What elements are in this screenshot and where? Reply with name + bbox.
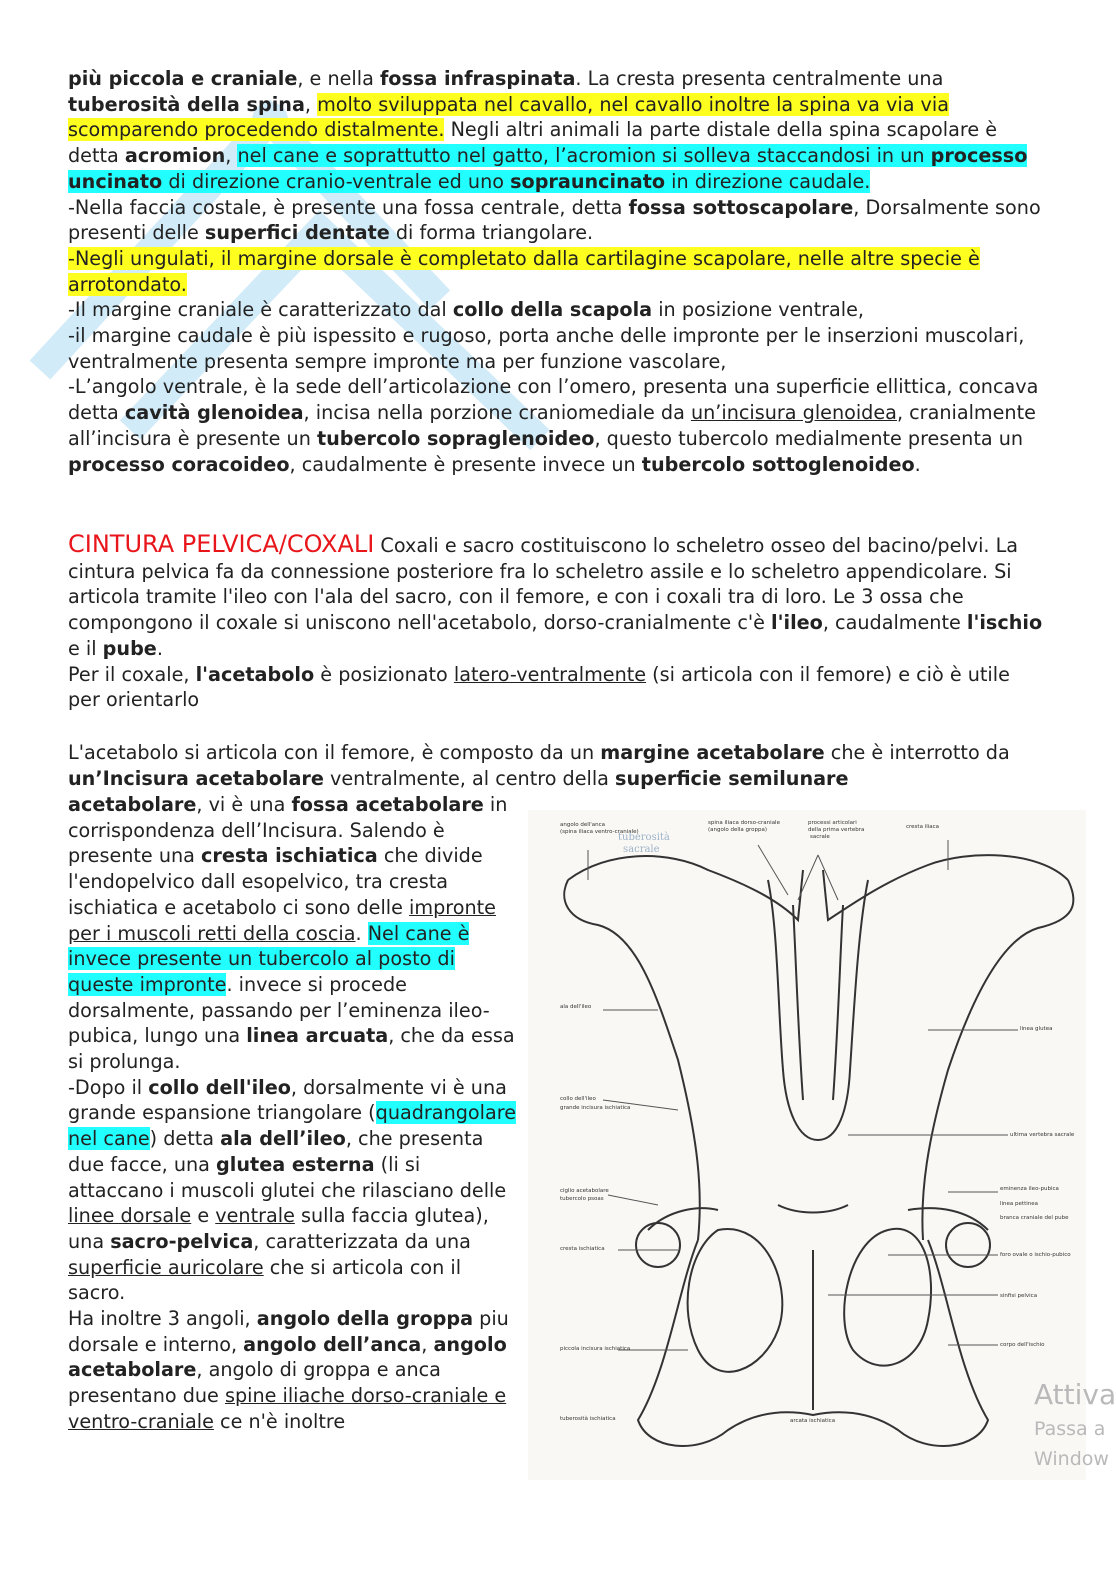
highlight-yellow: molto sviluppata nel cavallo, nel cavallo inoltre la spina va via via scomparendo procedendo distalmente. [68,92,950,142]
label-ultima-vertebra: ultima vertebra sacrale [1010,1132,1075,1138]
label-spina-ventro: (spina iliaca ventro-craniale) [560,829,639,835]
paragraph-collo-ileo [68,1075,518,1306]
text: . invece si procede dorsalmente, passando per l’eminenza ileo-pubica, lungo una [68,972,490,1048]
note-sacrale: sacrale [623,844,660,855]
pelvis-illustration [528,810,1086,1480]
text: L'acetabolo si articola con il femore, è composto da un [68,741,601,764]
label-sacrale: sacrale [810,834,830,840]
text: di forma triangolare. [389,221,594,245]
label-linea-pettinea: linea pettinea [1000,1201,1039,1207]
term: collo della scapola [452,298,653,322]
underlined-term: latero-ventralmente [453,662,647,686]
term: un’Incisura acetabolare [68,766,324,790]
text: piu dorsale e interno, [68,1307,509,1356]
term: l'acetabolo [195,662,315,686]
text: -Dopo il [68,1075,149,1099]
term: pube [102,636,157,660]
text: , [304,92,318,116]
label-processi: processi articolari [808,820,857,826]
text: , vi è una [196,793,292,816]
text: ) detta [149,1127,221,1151]
text: -Il margine craniale è caratterizzato dal [68,298,453,322]
label-eminenza: eminenza ileo-pubica [1000,1186,1059,1192]
pelvic-section [68,532,1043,713]
highlight-cyan: in direzione caudale. [665,169,871,193]
section-heading: CINTURA PELVICA/COXALI [68,530,375,558]
underlined-term: impronte per i muscoli retti della coscia [68,895,496,945]
left-column-text [68,792,518,1435]
label-corpo-ischio: corpo dell'ischio [1000,1342,1045,1348]
text: , caratterizzata da una [253,1229,471,1253]
paragraph-spina [68,66,1043,195]
term: superfici dentate [204,221,390,245]
label-tubercolo: tubercolo psoas [560,1196,604,1202]
term: più piccola e craniale [68,67,298,90]
text: -il margine caudale è più ispessito e rugoso, porta anche delle impronte per le inserzioni muscolari, ventralmente presenta sempre impronte ma per funzione vascolare, [68,324,1025,373]
acetabolo-intro [68,740,1043,791]
underlined-term: superficie auricolare [68,1255,264,1279]
highlight-cyan: Nel cane è invece presente un tubercolo al posto di queste impronte [68,921,470,996]
activate-subtitle-2: Window [1034,1448,1109,1470]
label-piccola-incisura: piccola incisura ischiatica [560,1346,631,1352]
highlight-cyan: nel cane e soprattutto nel gatto, l’acromion si solleva staccandosi in un [237,144,931,168]
term: linea arcuata [246,1024,389,1048]
pelvis-drawing [528,810,1086,1480]
highlight-cyan: quadrangolare nel cane [68,1101,517,1151]
text: , che presenta due facce, una [68,1127,484,1176]
text: , dorsalmente vi è una grande espansione triangolare ( [68,1075,507,1125]
term: acetabolare [68,793,197,816]
term: acromion [124,144,226,168]
label-collo-ileo: collo dell'ileo [560,1096,596,1102]
term: tuberosità della spina [68,92,305,116]
text: , e nella [297,67,380,90]
text: ventralmente, al centro della [323,766,616,790]
text: (si articola con il femore) e ciò è utile per orientarlo [68,662,1010,712]
label-linea-glutea: linea glutea [1020,1026,1053,1032]
text: , che da essa si prolunga. [68,1024,515,1074]
term: cavità glenoidea [124,401,304,425]
term: sacro-pelvica [110,1229,254,1253]
text: ce n'è inoltre [213,1409,346,1433]
term: fossa sottoscapolare [628,195,854,219]
text: è posizionato [314,662,454,686]
term: l'ileo [771,611,823,635]
term: angolo dell’anca [243,1332,422,1356]
term: tubercolo sopraglenoideo [316,426,595,450]
term: superficie semilunare [615,766,849,790]
paragraph-ungulati [68,246,1043,297]
label-ciglio: ciglio acetabolare [560,1188,609,1194]
text: in corrispondenza dell’Incisura. Salendo è presente una [68,793,508,868]
highlight-cyan-term: processo uncinato [68,144,1028,193]
term: collo dell'ileo [148,1075,291,1099]
term: l'ischio [966,611,1043,635]
paragraph-acetabolo-orientamento [68,662,1043,713]
text: - [68,246,75,270]
text: che è interrotto da [824,741,1010,764]
windows-activation-watermark [1034,1376,1116,1474]
text: . [914,452,921,476]
text: e [191,1204,216,1228]
underlined-term: un’incisura glenoidea [690,401,897,425]
scapula-section [68,66,1043,477]
term: glutea esterna [216,1152,375,1176]
text: , angolo di groppa e anca presentano due [68,1358,441,1408]
underlined-term: spine iliache dorso-craniale e ventro-craniale [68,1384,507,1433]
label-cresta-iliaca: cresta iliaca [906,824,940,830]
highlight-cyan-term: soprauncinato [510,169,666,193]
underlined-term: linee dorsale [68,1204,192,1228]
paragraph-angolo-ventrale [68,374,1043,477]
text: , incisa nella porzione craniomediale da [303,401,691,425]
underlined-term: ventrale [215,1204,295,1228]
label-grande-incisura: grande incisura ischiatica [560,1105,631,1111]
text: , caudalmente [822,611,967,635]
term: ala dell’ileo [220,1127,346,1151]
highlight-cyan: di direzione cranio-ventrale ed uno [162,169,511,193]
label-branca: branca craniale del pube [1000,1215,1069,1221]
text: , caudalmente è presente invece un [289,452,642,476]
label-cresta-ischiatica: cresta ischiatica [560,1246,605,1252]
text: Per il coxale, [68,662,196,686]
text: , questo tubercolo medialmente presenta un [594,426,1024,450]
term: angolo della groppa [256,1307,474,1331]
paragraph-acetabolo [68,740,1043,791]
activate-subtitle-1: Passa a [1034,1418,1106,1440]
label-sinfisi: sinfisi pelvica [1000,1293,1038,1299]
paragraph-angoli [68,1306,518,1435]
text: (li si attaccano i muscoli glutei che rilasciano delle [68,1152,507,1202]
text: . La cresta presenta centralmente una [575,67,944,90]
text: , [421,1332,434,1356]
text: Negli altri animali la parte distale della spina scapolare è detta [68,118,998,168]
term: angolo acetabolare [68,1332,507,1382]
figure-background [528,810,1086,1480]
text: che si articola con il sacro. [68,1255,462,1305]
label-foro-ovale: foro ovale o ischio-pubico [1000,1252,1071,1258]
paragraph-cintura-pelvica [68,532,1043,662]
text: , [225,144,238,168]
label-arcata: arcata ischiatica [790,1418,836,1424]
text: sulla faccia glutea), una [68,1204,489,1253]
label-ala-ileo: ala dell'ileo [560,1004,592,1010]
text: in posizione ventrale, [652,298,864,322]
highlight-yellow: Negli ungulati, il margine dorsale è completato dalla cartilagine scapolare, nelle altre specie è arrotondato. [68,246,980,296]
note-tuberosita: tuberosità [618,832,670,843]
text: , Dorsalmente sono presenti delle [68,195,1041,245]
paragraph-margine-caudale [68,323,1043,374]
text: , cranialmente all’incisura è presente un [68,401,1036,450]
activate-title: Attiva [1034,1378,1116,1411]
text: e il [68,636,103,660]
text: . [156,636,163,660]
paragraph-margine-craniale [68,297,1043,323]
label-tuberosita-ischiatica: tuberosità ischiatica [560,1416,616,1422]
label-prima-vertebra: della prima vertebra [808,827,865,833]
text: che divide l'endopelvico dall esopelvico, tra cresta ischiatica e acetabolo ci sono delle [68,844,483,919]
text: Coxali e sacro costituiscono lo scheletro osseo del bacino/pelvi. La cintura pelvica fa da connessione posteriore fra lo scheletro assile e lo scheletro appendicolare. Si articola tramite l'ileo con l'ala del sacro, con il femore, e con i coxali tra di loro. Le 3 ossa che compongono il coxale si uniscono nell'acetabolo, dorso-cranialmente c'è [68,534,1019,635]
term: tubercolo sottoglenoideo [641,452,915,476]
term: processo coracoideo [68,452,290,476]
term: fossa acetabolare [291,793,484,816]
term: margine acetabolare [600,741,825,764]
text: -L’angolo ventrale, è la sede dell’articolazione con l’omero, presenta una superficie ellittica, concava detta [68,375,1039,425]
paragraph-faccia-costale [68,195,1043,246]
label-spina-dorso: spina iliaca dorso-craniale [708,820,780,826]
text: Ha inoltre 3 angoli, [68,1307,257,1331]
text: -Nella faccia costale, è presente una fossa centrale, detta [68,195,629,219]
label-angolo-anca: angolo dell'anca [560,822,606,828]
term: fossa infraspinata [379,67,576,90]
paragraph-fossa-acetabolare [68,792,518,1075]
text: . [355,921,368,945]
label-angolo-groppa: (angolo della groppa) [708,827,768,833]
term: cresta ischiatica [201,844,378,868]
